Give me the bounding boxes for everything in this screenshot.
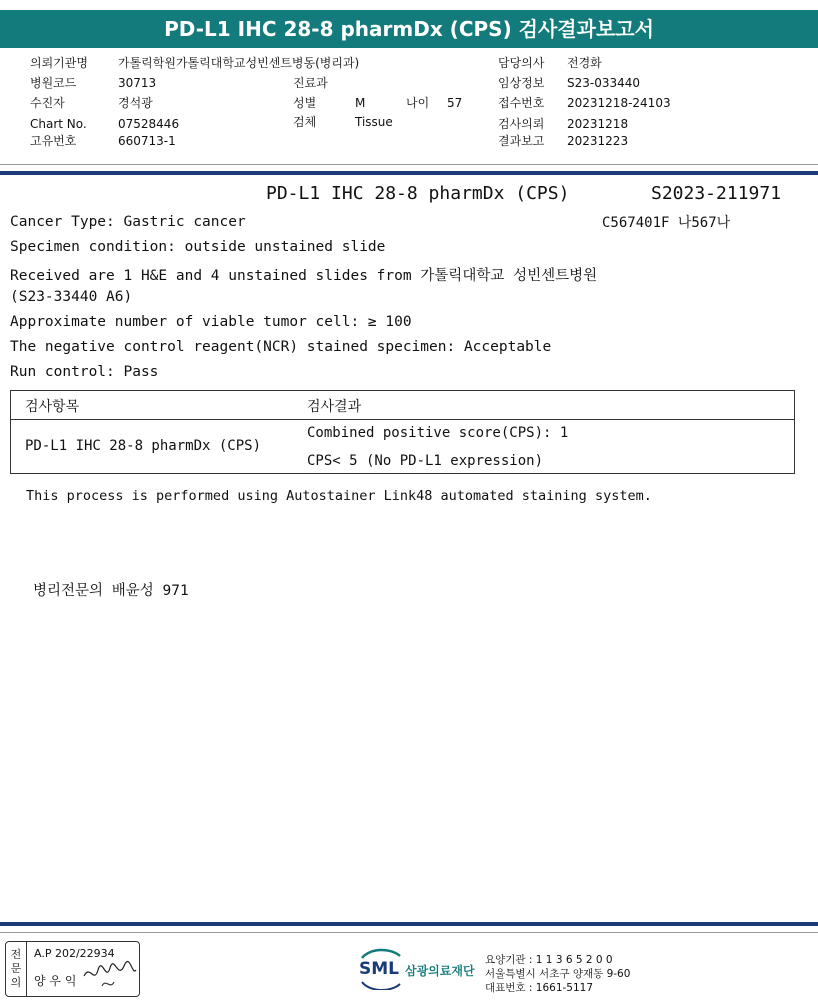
content-top-rule	[0, 171, 818, 175]
specialist-name: 양 우 익	[34, 974, 77, 988]
specialist-stamp	[5, 941, 140, 997]
dept-label: 진료과	[293, 76, 328, 90]
info-divider	[0, 164, 818, 165]
specimen-value: Tissue	[355, 115, 393, 129]
line-cancer-type: Cancer Type: Gastric cancer	[10, 214, 246, 230]
result-table	[10, 390, 795, 474]
table-header-result: 검사결과	[307, 399, 362, 415]
footer-divider	[0, 932, 818, 933]
id-value: 660713-1	[118, 134, 176, 148]
org-code: 요양기관 : 1 1 3 6 5 2 0 0	[485, 954, 613, 966]
sex-label: 성별	[293, 96, 317, 110]
hospital-label: 의뢰기관명	[30, 56, 88, 70]
ap-number: A.P 202/22934	[34, 947, 115, 960]
footer-top-rule	[0, 922, 818, 926]
hospital-value: 가톨릭학원가톨릭대학교성빈센트병동(병리과)	[118, 56, 360, 70]
stamp-vertical-label: 전문의	[10, 948, 22, 989]
specimen-label: 검체	[293, 115, 317, 129]
report-code-right: C567401F 나567나	[602, 215, 731, 231]
line-case-ref: (S23-33440 A6)	[10, 289, 133, 305]
table-header-divider	[11, 419, 794, 420]
handwritten-signature-icon	[80, 956, 138, 992]
sml-logo	[356, 948, 406, 994]
line-run-control: Run control: Pass	[10, 364, 159, 380]
report-date-label: 결과보고	[498, 134, 545, 148]
table-header-item: 검사항목	[25, 399, 80, 415]
org-phone: 대표번호 : 1661-5117	[485, 982, 594, 994]
patient-value: 경석광	[118, 96, 153, 110]
chart-label: Chart No.	[30, 117, 87, 131]
table-result-interpretation: CPS< 5 (No PD-L1 expression)	[307, 453, 544, 469]
chart-value: 07528446	[118, 117, 180, 131]
patient-label: 수진자	[30, 96, 65, 110]
doctor-label: 담당의사	[498, 56, 545, 70]
brand-name: 삼광의료재단	[405, 964, 475, 978]
receipt-value: 20231218-24103	[567, 96, 671, 110]
report-title: PD-L1 IHC 28-8 pharmDx (CPS)	[266, 183, 570, 204]
report-header-title: PD-L1 IHC 28-8 pharmDx (CPS) 검사결과보고서	[0, 10, 818, 48]
clinical-value: S23-033440	[567, 76, 641, 90]
code-label: 병원코드	[30, 76, 77, 90]
sex-value: M	[355, 96, 366, 110]
line-ncr: The negative control reagent(NCR) stained specimen: Acceptable	[10, 339, 552, 355]
request-value: 20231218	[567, 117, 629, 131]
org-address: 서울특별시 서초구 양재동 9-60	[485, 968, 631, 980]
stamp-divider	[26, 942, 27, 996]
pathologist-signature: 병리전문의 배윤성 971	[33, 583, 189, 599]
age-label: 나이	[406, 96, 430, 110]
process-note: This process is performed using Autostainer Link48 automated staining system.	[26, 488, 652, 504]
line-received: Received are 1 H&E and 4 unstained slides from 가톨릭대학교 성빈센트병원	[10, 268, 598, 284]
report-code: S2023-211971	[651, 183, 782, 204]
table-result-cps: Combined positive score(CPS): 1	[307, 425, 569, 441]
request-label: 검사의뢰	[498, 117, 545, 131]
report-date-value: 20231223	[567, 134, 629, 148]
age-value: 57	[447, 96, 463, 110]
sml-logo-text: SML	[359, 959, 399, 979]
code-value: 30713	[118, 76, 157, 90]
receipt-label: 접수번호	[498, 96, 545, 110]
clinical-label: 임상정보	[498, 76, 545, 90]
line-specimen-condition: Specimen condition: outside unstained slide	[10, 239, 386, 255]
table-item: PD-L1 IHC 28-8 pharmDx (CPS)	[25, 438, 262, 454]
doctor-value: 전경화	[567, 56, 602, 70]
line-tumor-cell: Approximate number of viable tumor cell: ≥ 100	[10, 314, 412, 330]
id-label: 고유번호	[30, 134, 77, 148]
